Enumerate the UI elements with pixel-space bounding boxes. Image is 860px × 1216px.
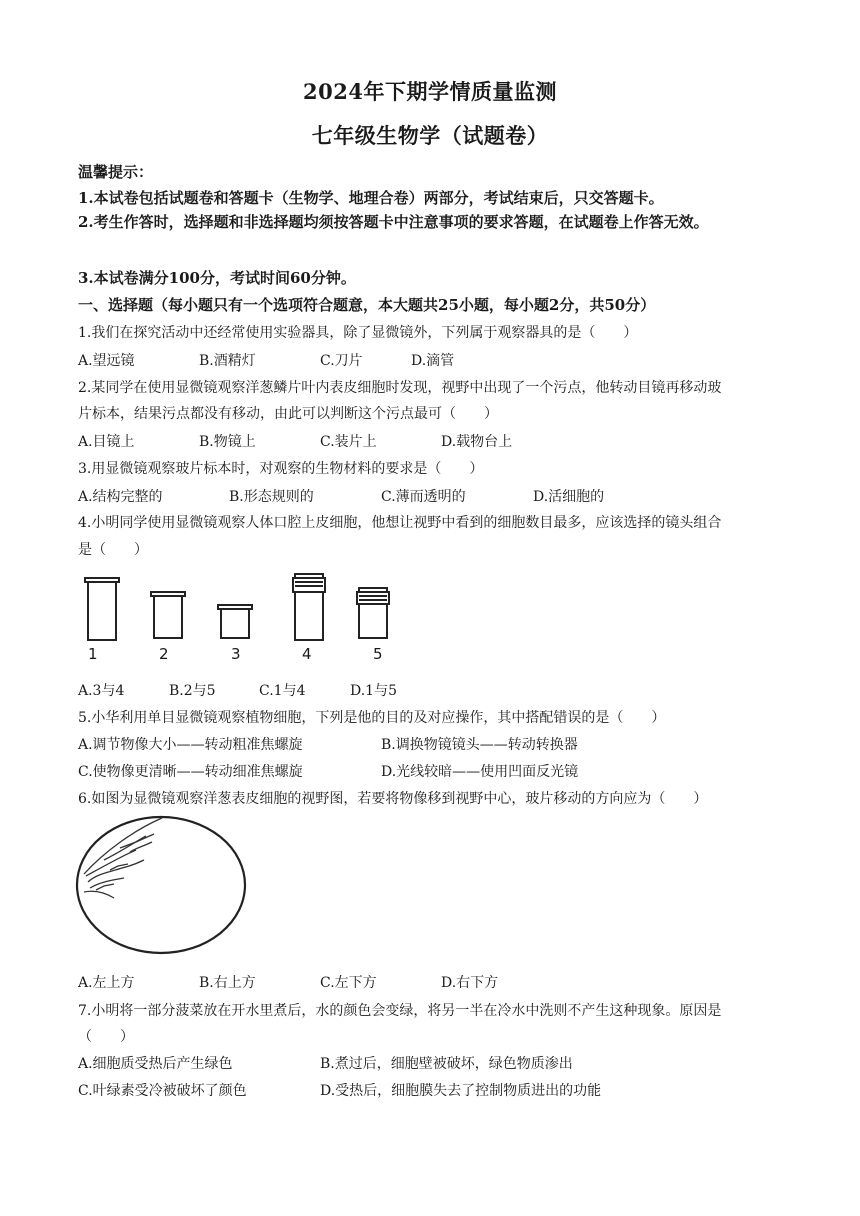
question-6-option-d: D.右下方 xyxy=(441,975,499,991)
notice-item-2: 2.考生作答时，选择题和非选择题均须按答题卡中注意事项的要求答题，在试题卷上作答无效。 xyxy=(78,213,709,231)
onion-cell-sketch xyxy=(84,818,162,898)
lens-4-icon xyxy=(293,574,325,640)
question-5-option-c: C.使物像更清晰——转动细准焦螺旋 xyxy=(78,764,303,780)
question-2-option-a: A.目镜上 xyxy=(78,434,135,450)
question-5-option-b: B.调换物镜镜头——转动转换器 xyxy=(381,737,578,753)
question-3-option-a: A.结构完整的 xyxy=(78,489,163,505)
lens-1-icon xyxy=(85,578,119,640)
question-6-option-b: B.右上方 xyxy=(199,975,256,991)
question-7-option-b: B.煮过后，细胞壁被破坏，绿色物质渗出 xyxy=(320,1056,573,1072)
question-1-option-d: D.滴管 xyxy=(411,353,455,369)
lens-label-4: 4 xyxy=(302,645,312,663)
lens-label-1: 1 xyxy=(88,645,98,663)
question-4-stem-line-2: 是（ ） xyxy=(78,542,148,558)
microscope-field-figure xyxy=(74,812,250,958)
question-3-stem: 3.用显微镜观察玻片标本时，对观察的生物材料的要求是（ ） xyxy=(78,461,484,477)
question-7-option-d: D.受热后，细胞膜失去了控制物质进出的功能 xyxy=(320,1083,602,1099)
lens-5-icon xyxy=(357,588,389,638)
question-1-option-b: B.酒精灯 xyxy=(199,353,256,369)
question-4-option-a: A.3与4 xyxy=(78,683,125,699)
field-of-view-circle xyxy=(77,817,245,953)
question-1-stem: 1.我们在探究活动中还经常使用实验器具，除了显微镜外，下列属于观察器具的是（ ） xyxy=(78,325,638,341)
lens-label-2: 2 xyxy=(159,645,169,663)
question-4-option-b: B.2与5 xyxy=(169,683,216,699)
notice-heading: 温馨提示： xyxy=(78,163,154,181)
notice-item-3: 3.本试卷满分100分，考试时间60分钟。 xyxy=(78,269,356,287)
lens-label-3: 3 xyxy=(231,645,241,663)
notice-item-1: 1.本试卷包括试题卷和答题卡（生物学、地理合卷）两部分，考试结束后，只交答题卡。 xyxy=(78,189,664,207)
question-2-option-b: B.物镜上 xyxy=(199,434,256,450)
question-7-option-a: A.细胞质受热后产生绿色 xyxy=(78,1056,233,1072)
question-4-option-d: D.1与5 xyxy=(350,683,397,699)
question-7-stem-line-1: 7.小明将一部分菠菜放在开水里煮后，水的颜色会变绿，将另一半在冷水中洗则不产生这种现象。原因是 xyxy=(78,1003,722,1019)
question-5-stem: 5.小华利用单目显微镜观察植物细胞，下列是他的目的及对应操作，其中搭配错误的是（ ） xyxy=(78,710,666,726)
question-4-stem-line-1: 4.小明同学使用显微镜观察人体口腔上皮细胞，他想让视野中看到的细胞数目最多，应该选择的镜头组合 xyxy=(78,515,722,531)
question-2-option-d: D.载物台上 xyxy=(441,434,513,450)
question-1-option-c: C.刀片 xyxy=(320,353,363,369)
section-heading: 一、选择题（每小题只有一个选项符合题意，本大题共25小题，每小题2分，共50分） xyxy=(78,296,656,314)
question-6-stem: 6.如图为显微镜观察洋葱表皮细胞的视野图，若要将物像移到视野中心，玻片移动的方向应为（ ） xyxy=(78,791,708,807)
question-6-option-a: A.左上方 xyxy=(78,975,135,991)
question-2-option-c: C.装片上 xyxy=(320,434,377,450)
question-2-stem-line-1: 2.某同学在使用显微镜观察洋葱鳞片叶内表皮细胞时发现，视野中出现了一个污点，他转动目镜再移动玻 xyxy=(78,380,722,396)
exam-subtitle: 七年级生物学（试题卷） xyxy=(311,123,549,148)
question-1-option-a: A.望远镜 xyxy=(78,353,135,369)
lens-3-icon xyxy=(218,605,252,638)
lens-label-5: 5 xyxy=(373,645,383,663)
question-7-option-c: C.叶绿素受冷被破坏了颜色 xyxy=(78,1083,247,1099)
question-4-option-c: C.1与4 xyxy=(259,683,306,699)
exam-title: 2024年下期学情质量监测 xyxy=(303,79,557,104)
question-3-option-d: D.活细胞的 xyxy=(533,489,605,505)
lens-2-icon xyxy=(151,592,185,638)
question-3-option-c: C.薄而透明的 xyxy=(381,489,466,505)
question-7-stem-line-2: （ ） xyxy=(78,1029,134,1045)
question-2-stem-line-2: 片标本，结果污点都没有移动，由此可以判断这个污点最可（ ） xyxy=(78,406,498,422)
question-5-option-d: D.光线较暗——使用凹面反光镜 xyxy=(381,764,579,780)
question-5-option-a: A.调节物像大小——转动粗准焦螺旋 xyxy=(78,737,303,753)
question-3-option-b: B.形态规则的 xyxy=(229,489,314,505)
question-6-option-c: C.左下方 xyxy=(320,975,377,991)
